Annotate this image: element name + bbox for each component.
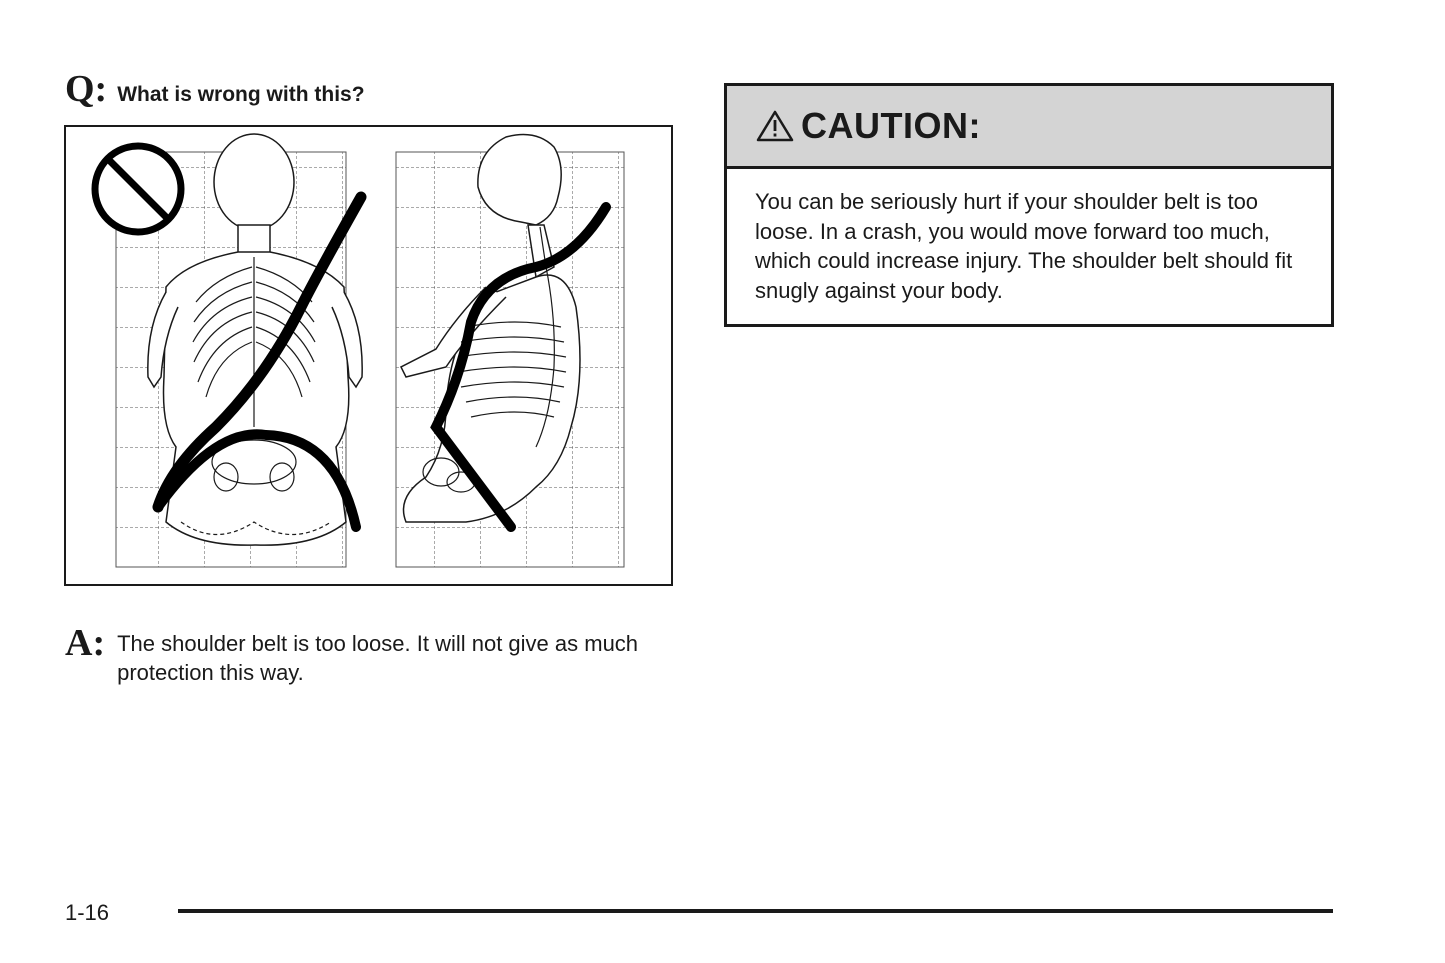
illustration-svg (66, 127, 671, 584)
warning-triangle-icon (755, 109, 795, 143)
answer-text: The shoulder belt is too loose. It will not give as much protection this way. (117, 631, 639, 685)
prohibited-icon (95, 146, 181, 232)
caution-box (724, 83, 1334, 327)
question-line (65, 70, 365, 108)
caution-header (727, 86, 1331, 169)
question-letter: Q: (65, 68, 108, 110)
caution-body: You can be seriously hurt if your shoulder belt is too loose. In a crash, you would move forward too much, which could increase injury. The shoulder belt should fit snugly against your body. (755, 189, 1293, 303)
footer-rule (178, 909, 1333, 913)
seatbelt-illustration (64, 125, 673, 586)
caution-title: CAUTION: (801, 105, 981, 146)
page-number: 1-16 (65, 900, 110, 925)
answer-line (65, 624, 647, 687)
answer-letter: A: (65, 622, 106, 664)
question-text: What is wrong with this? (117, 83, 365, 106)
